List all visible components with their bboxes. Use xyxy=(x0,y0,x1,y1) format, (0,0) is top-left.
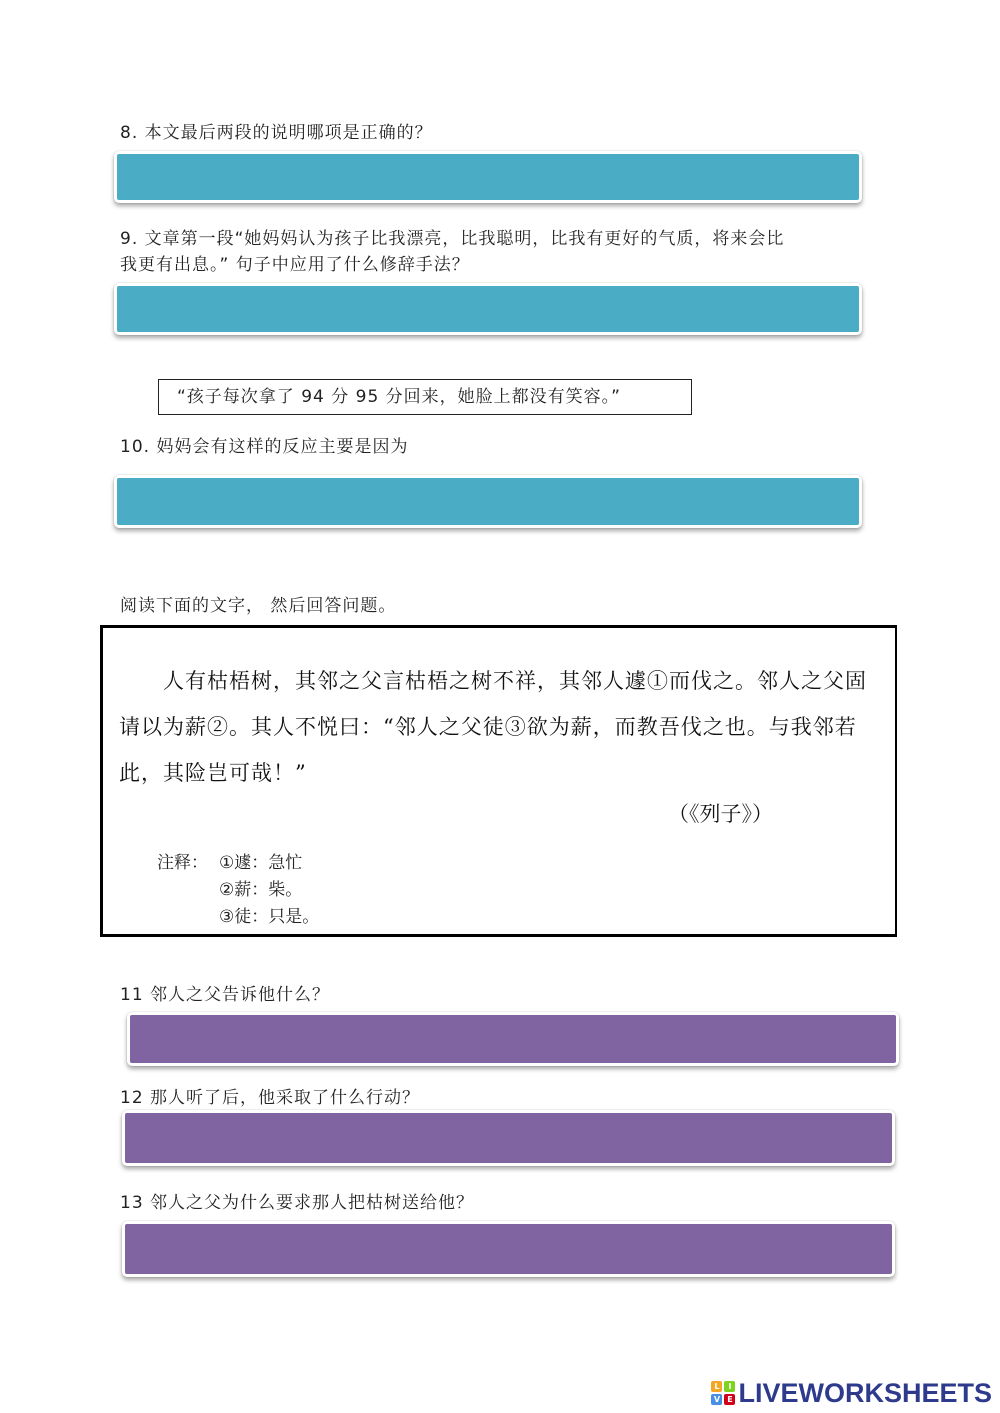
note-1: ①遽：急忙 xyxy=(219,853,303,873)
question-11: 11 邻人之父告诉他什么？ xyxy=(120,985,331,1005)
question-9-line1: 9. 文章第一段“她妈妈认为孩子比我漂亮，比我聪明，比我有更好的气质，将来会比 xyxy=(120,229,785,249)
answer-box-8[interactable] xyxy=(114,151,862,203)
quoted-sentence-box: “孩子每次拿了 94 分 95 分回来，她脸上都没有笑容。” xyxy=(158,379,692,415)
liveworksheets-mark-icon: L I V E xyxy=(711,1381,735,1405)
passage-text: 人有枯梧树，其邻之父言枯梧之树不祥，其邻人遽①而伐之。邻人之父固请以为薪②。其人不悦曰：“邻人之父徒③欲为薪，而教吾伐之也。与我邻若此，其险岂可哉！” xyxy=(119,669,867,785)
liveworksheets-logo xyxy=(711,1377,992,1409)
answer-box-11[interactable] xyxy=(127,1012,899,1066)
answer-box-12[interactable] xyxy=(122,1110,895,1166)
answer-box-10[interactable] xyxy=(114,475,862,528)
passage-box xyxy=(100,625,897,937)
question-9-line2: 我更有出息。” 句子中应用了什么修辞手法？ xyxy=(120,255,470,275)
note-2: ②薪：柴。 xyxy=(219,880,303,900)
question-10: 10. 妈妈会有这样的反应主要是因为 xyxy=(120,437,409,457)
passage-notes xyxy=(157,850,319,931)
passage-source: （《列子》） xyxy=(668,802,773,826)
logo-text: LIVEWORKSHEETS xyxy=(738,1377,992,1408)
question-8: 8. 本文最后两段的说明哪项是正确的？ xyxy=(120,123,433,143)
note-3: ③徒：只是。 xyxy=(219,907,320,927)
question-12: 12 那人听了后，他采取了什么行动？ xyxy=(120,1088,421,1108)
notes-label: 注释： xyxy=(157,853,208,873)
reading-instruction: 阅读下面的文字， 然后回答问题。 xyxy=(120,596,397,616)
answer-box-13[interactable] xyxy=(122,1221,895,1277)
answer-box-9[interactable] xyxy=(114,283,862,335)
question-13: 13 邻人之父为什么要求那人把枯树送给他？ xyxy=(120,1193,475,1213)
